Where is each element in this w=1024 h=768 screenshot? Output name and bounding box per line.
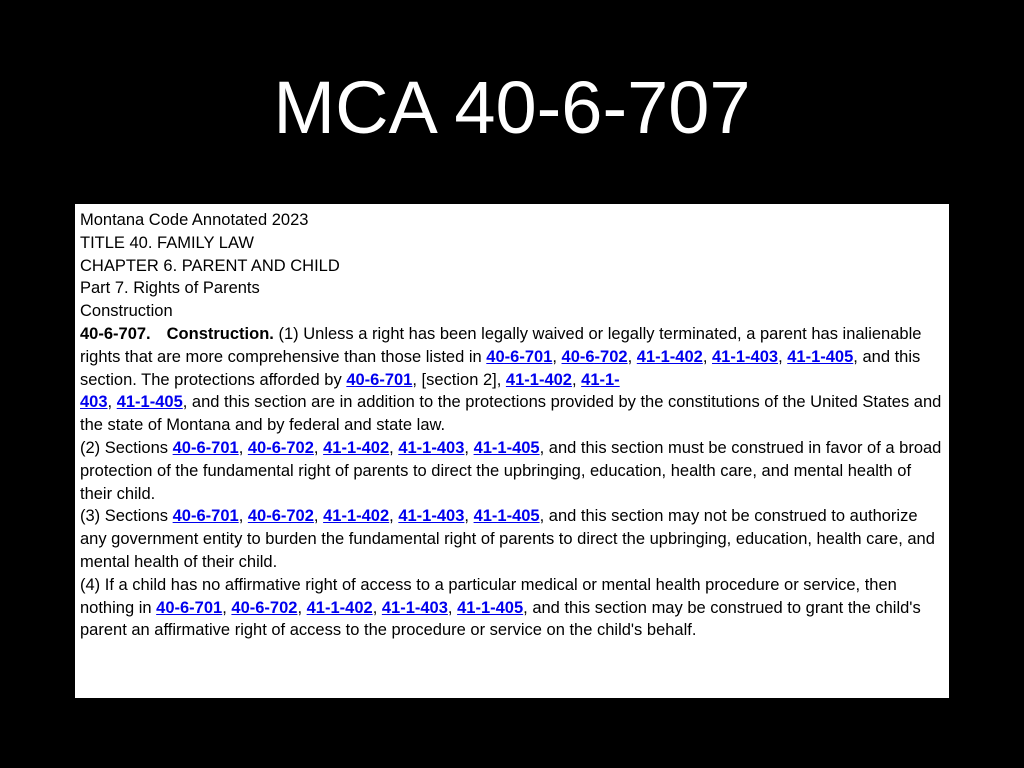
section-number: 40-6-707.: [80, 324, 151, 343]
subsection-2: (2) Sections 40-6-701, 40-6-702, 41-1-402, 41-1-403, 41-1-405, and this section must be construed in favor of a broad protection of the fundamental right of parents to direct the upbringing, education, health care, and mental health of their child.: [80, 438, 942, 503]
ref-link-41-1-403[interactable]: 41-1-403: [398, 438, 465, 457]
ref-link-41-1-402[interactable]: 41-1-402: [306, 598, 373, 617]
part-line: Part 7. Rights of Parents: [80, 279, 260, 298]
ref-link-41-1-403[interactable]: 41-1-403: [381, 598, 448, 617]
ref-link-40-6-702[interactable]: 40-6-702: [247, 438, 314, 457]
ref-link-40-6-702[interactable]: 40-6-702: [231, 598, 298, 617]
ref-link-41-1-405[interactable]: 41-1-405: [473, 438, 540, 457]
ref-link-41-1-405[interactable]: 41-1-405: [787, 347, 854, 366]
ref-link-41-1-403[interactable]: 41-1- 403: [80, 370, 620, 412]
ref-link-40-6-701[interactable]: 40-6-701: [172, 507, 239, 526]
subsection-4: (4) If a child has no affirmative right of access to a particular medical or mental health procedure or service, then nothing in 40-6-701, 40-6-702, 41-1-402, 41-1-403, 41-1-405, and this section may be construed to grant the child's parent an affirmative right of access to the procedure or service on the child's behalf.: [80, 575, 921, 640]
chapter-line: CHAPTER 6. PARENT AND CHILD: [80, 256, 340, 275]
source-line: Montana Code Annotated 2023: [80, 211, 309, 229]
ref-link-40-6-701[interactable]: 40-6-701: [346, 370, 413, 389]
subsection-1: 40-6-707. Construction. (1) Unless a right has been legally waived or legally terminated, a parent has inalienable rights that are more comprehensive than those listed in 40-6-701, 40-6-702, 41-1-402, 41-1-403, 41-1-405, and this section. The protections afforded by 40-6-701, [section 2], 41-1-402, 41-1- 403, 41-1-405, and this section are in addition to the protections provided by the constitutions of the United States and the state of Montana and by federal and state law.: [80, 324, 942, 435]
ref-link-41-1-402[interactable]: 41-1-402: [323, 507, 390, 526]
statute-text-panel: [75, 204, 949, 698]
ref-link-40-6-702[interactable]: 40-6-702: [247, 507, 314, 526]
ref-link-41-1-405[interactable]: 41-1-405: [116, 393, 183, 412]
slide-title: MCA 40-6-707: [273, 66, 751, 149]
ref-link-40-6-701[interactable]: 40-6-701: [156, 598, 223, 617]
heading-line: Construction: [80, 302, 173, 321]
subsection-3: (3) Sections 40-6-701, 40-6-702, 41-1-402, 41-1-403, 41-1-405, and this section may not be construed to authorize any government entity to burden the fundamental right of parents to direct the upbringing, education, health care, and mental health of their child.: [80, 507, 935, 571]
section-name: Construction.: [166, 324, 274, 343]
title-line: TITLE 40. FAMILY LAW: [80, 233, 254, 252]
ref-link-41-1-402[interactable]: 41-1-402: [505, 370, 572, 389]
ref-link-41-1-402[interactable]: 41-1-402: [636, 347, 703, 366]
ref-link-40-6-702[interactable]: 40-6-702: [561, 347, 628, 366]
ref-link-40-6-701[interactable]: 40-6-701: [486, 347, 553, 366]
ref-link-41-1-403[interactable]: 41-1-403: [398, 507, 465, 526]
ref-link-41-1-405[interactable]: 41-1-405: [457, 598, 524, 617]
ref-link-40-6-701[interactable]: 40-6-701: [172, 438, 239, 457]
ref-link-41-1-405[interactable]: 41-1-405: [473, 507, 540, 526]
ref-link-41-1-402[interactable]: 41-1-402: [323, 438, 390, 457]
ref-link-41-1-403[interactable]: 41-1-403: [712, 347, 779, 366]
